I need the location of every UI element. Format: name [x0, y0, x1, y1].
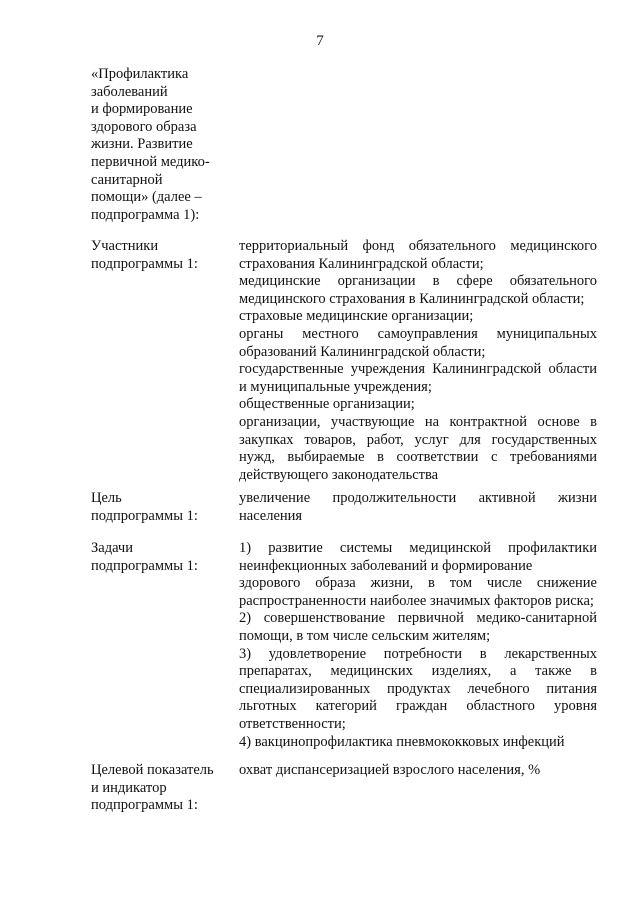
- subprogram-title-line: и формирование: [91, 101, 193, 118]
- goal-label-line: подпрограммы 1:: [91, 507, 198, 524]
- task-item: 3) удовлетворение потребности в лекарственных препаратах, медицинских изделиях, а также в специализированных продуктах лечебного питания льготных категорий граждан областного уровня ответственности;: [239, 645, 597, 732]
- indicator-label-line: и индикатор: [91, 779, 167, 796]
- tasks-label-line: Задачи: [91, 540, 133, 556]
- participants-label-line: подпрограммы 1:: [91, 255, 198, 272]
- goal-label-line: Цель: [91, 490, 122, 506]
- indicator-text: [239, 762, 597, 780]
- goal-text: [239, 490, 597, 525]
- indicator-item: охват диспансеризацией взрослого населения, %: [239, 762, 541, 778]
- participants-list: [239, 238, 597, 484]
- task-item: 1) развитие системы медицинской профилактики неинфекционных заболеваний и формирование: [239, 540, 597, 574]
- participants-label: [91, 238, 231, 273]
- indicator-label-line: Целевой показатель: [91, 762, 214, 778]
- participants-label-line: Участники: [91, 238, 159, 254]
- subprogram-title-line: «Профилактика: [91, 66, 189, 82]
- participant-item: органы местного самоуправления муниципальных образований Калининградской области;: [239, 325, 597, 360]
- task-item: 4) вакцинопрофилактика пневмококковых инфекций: [239, 733, 565, 750]
- tasks-label: [91, 540, 231, 575]
- indicator-label: [91, 762, 231, 815]
- goal-label: [91, 490, 231, 525]
- tasks-list: [239, 540, 597, 751]
- indicator-label-line: подпрограммы 1:: [91, 797, 198, 814]
- subprogram-title-line: жизни. Развитие: [91, 136, 193, 153]
- participant-item: территориальный фонд обязательного медицинского страхования Калининградской области;: [239, 238, 597, 272]
- tasks-label-line: подпрограммы 1:: [91, 557, 198, 574]
- task-item: 2) совершенствование первичной медико-санитарной помощи, в том числе сельским жителям;: [239, 610, 597, 644]
- participant-item: общественные организации;: [239, 396, 415, 413]
- subprogram-title-line: здорового образа: [91, 118, 197, 135]
- subprogram-title-line: санитарной: [91, 171, 163, 188]
- goal-item: увеличение продолжительности активной жизни населения: [239, 490, 597, 524]
- participant-item: страховые медицинские организации;: [239, 308, 474, 325]
- participant-item: государственные учреждения Калининградской области и муниципальные учреждения;: [239, 361, 597, 395]
- subprogram-title-line: помощи» (далее –: [91, 189, 202, 206]
- page-number: 7: [316, 33, 324, 49]
- participant-item: медицинские организации в сфере обязательного медицинского страхования в Калининградской области;: [239, 273, 597, 307]
- subprogram-title-line: первичной медико-: [91, 153, 210, 170]
- subprogram-title-line: подпрограмма 1):: [91, 206, 200, 223]
- subprogram-title-line: заболеваний: [91, 83, 168, 100]
- subprogram-title: [91, 66, 241, 224]
- task-item: здорового образа жизни, в том числе снижение распространенности наиболее значимых факторов риска;: [239, 575, 597, 609]
- participant-item: организации, участвующие на контрактной основе в закупках товаров, работ, услуг для государственных нужд, выбираемые в соответствии с требованиями действующего законодательства: [239, 413, 597, 483]
